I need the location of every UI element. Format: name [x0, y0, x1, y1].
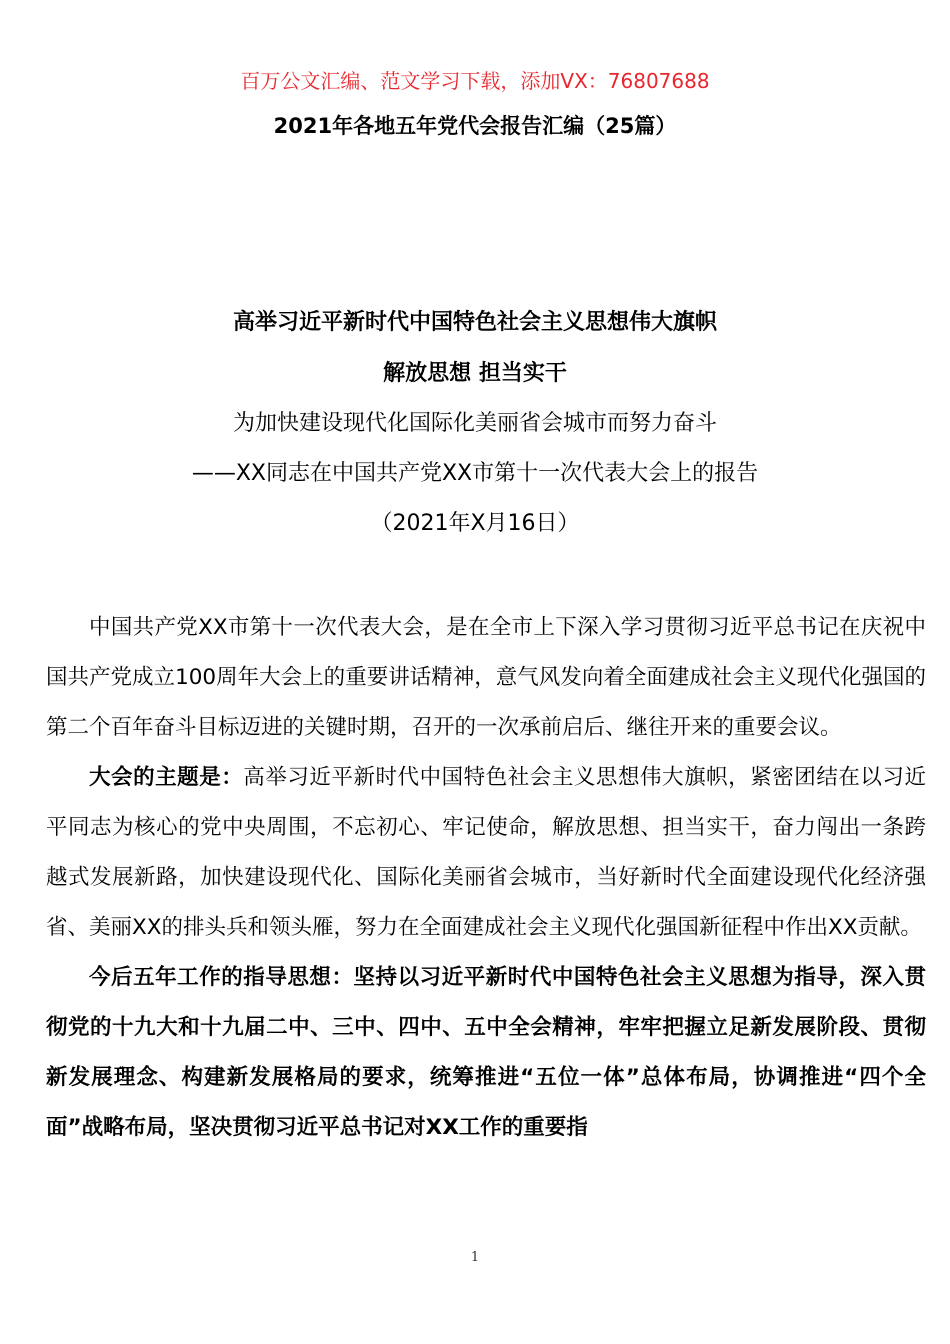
promo-banner: 百万公文汇编、范文学习下载，添加VX：76807688: [240, 69, 710, 93]
theme-lead: 大会的主题是：: [89, 765, 244, 790]
page-number: 1: [470, 1250, 480, 1265]
report-byline: ——XX同志在中国共产党XX市第十一次代表大会上的报告: [191, 461, 759, 486]
body-paragraph-2: [46, 753, 926, 953]
body-paragraph-1: 中国共产党XX市第十一次代表大会，是在全市上下深入学习贯彻习近平总书记在庆祝中国共产党成立100周年大会上的重要讲话精神，意气风发向着全面建成社会主义现代化强国的第二个百年奋斗目标迈进的关键时期，召开的一次承前启后、继往开来的重要会议。: [46, 615, 926, 740]
report-date: （2021年X月16日）: [370, 511, 580, 536]
report-title-line-2: 解放思想 担当实干: [383, 361, 567, 386]
report-body: [46, 603, 926, 1153]
report-title-line-3: 为加快建设现代化国际化美丽省会城市而努力奋斗: [232, 411, 717, 436]
body-paragraph-3: 今后五年工作的指导思想：坚持以习近平新时代中国特色社会主义思想为指导，深入贯彻党的十九大和十九届二中、三中、四中、五中全会精神，牢牢把握立足新发展阶段、贯彻新发展理念、构建新发展格局的要求，统筹推进“五位一体”总体布局，协调推进“四个全面”战略布局，坚决贯彻习近平总书记对XX工作的重要指: [46, 965, 926, 1140]
report-title-line-1: 高举习近平新时代中国特色社会主义思想伟大旗帜: [232, 310, 717, 335]
collection-title: 2021年各地五年党代会报告汇编（25篇）: [273, 114, 677, 138]
theme-text: 高举习近平新时代中国特色社会主义思想伟大旗帜，紧密团结在以习近平同志为核心的党中央周围，不忘初心、牢记使命，解放思想、担当实干，奋力闯出一条跨越式发展新路，加快建设现代化、国际化美丽省会城市，当好新时代全面建设现代化经济强省、美丽XX的排头兵和领头雁，努力在全面建成社会主义现代化强国新征程中作出XX贡献。: [46, 765, 926, 940]
